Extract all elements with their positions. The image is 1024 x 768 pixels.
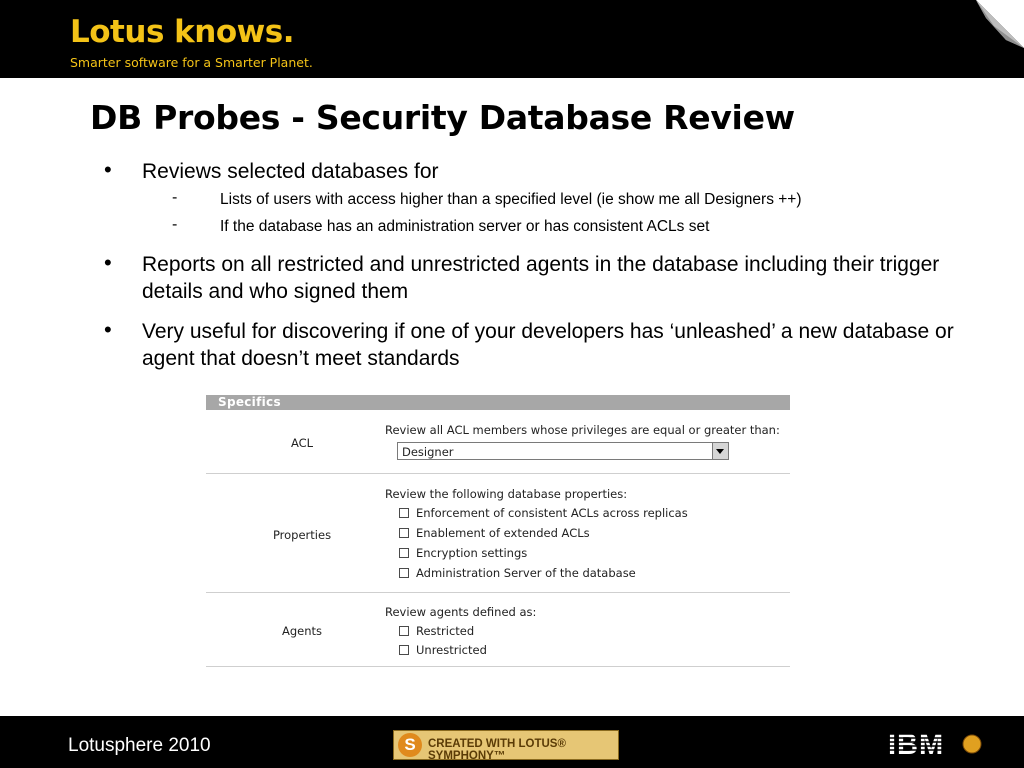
ibm-logo-text: IBM	[888, 729, 945, 759]
symphony-badge-text: CREATED WITH LOTUS® SYMPHONY™	[428, 738, 566, 762]
bullet-text: Reports on all restricted and unrestricted agents in the database including their trigger details and who signed them	[142, 253, 940, 303]
footer-bar	[0, 716, 1024, 768]
bullet-text: Reviews selected databases for	[142, 160, 439, 183]
checkbox-consistent-acls[interactable]	[399, 508, 409, 518]
checkbox-unrestricted[interactable]	[399, 645, 409, 655]
sub-bullet-marker: -	[172, 216, 178, 233]
ibm-logo-icon	[886, 727, 986, 759]
page-curl-icon	[976, 0, 1024, 48]
bullet-text: Very useful for discovering if one of your developers has ‘unleashed’ a new database or agent that doesn’t meet standards	[142, 320, 954, 370]
bullet-marker: •	[104, 250, 112, 275]
option-label: Enablement of extended ACLs	[416, 526, 590, 540]
properties-question: Review the following database properties:	[385, 487, 628, 501]
agents-question: Review agents defined as:	[385, 605, 537, 619]
symphony-logo-icon: S	[398, 733, 422, 757]
option-label: Encryption settings	[416, 546, 528, 560]
specifics-panel	[206, 395, 790, 667]
sub-bullet-text: If the database has an administration server or has consistent ACLs set	[220, 218, 710, 235]
acl-label: ACL	[290, 436, 314, 450]
acl-level-select[interactable]	[397, 442, 729, 460]
brand-tagline: Smarter software for a Smarter Planet.	[70, 55, 313, 70]
chevron-down-icon[interactable]	[712, 443, 728, 459]
brand-logo-text: Lotus knows.	[70, 14, 295, 50]
checkbox-restricted[interactable]	[399, 626, 409, 636]
checkbox-administration-server[interactable]	[399, 568, 409, 578]
row-divider	[206, 592, 790, 593]
checkbox-extended-acls[interactable]	[399, 528, 409, 538]
bullet-marker: •	[104, 157, 112, 182]
slide-title: DB Probes - Security Database Review	[90, 98, 795, 137]
sub-bullet-text: Lists of users with access higher than a specified level (ie show me all Designers ++)	[220, 191, 802, 208]
checkbox-encryption-settings[interactable]	[399, 548, 409, 558]
symphony-badge	[393, 730, 619, 760]
row-divider	[206, 666, 790, 667]
option-label: Restricted	[416, 624, 475, 638]
sub-bullet-marker: -	[172, 189, 178, 206]
specifics-heading: Specifics	[206, 395, 790, 410]
acl-question: Review all ACL members whose privileges are equal or greater than:	[385, 423, 780, 437]
option-label: Enforcement of consistent ACLs across replicas	[416, 506, 688, 520]
row-divider	[206, 473, 790, 474]
header-bar	[0, 0, 1024, 78]
properties-label: Properties	[272, 528, 332, 542]
agents-label: Agents	[281, 624, 323, 638]
option-label: Unrestricted	[416, 643, 487, 657]
option-label: Administration Server of the database	[416, 566, 636, 580]
event-name: Lotusphere 2010	[68, 735, 211, 756]
bullet-marker: •	[104, 317, 112, 342]
acl-level-value: Designer	[402, 445, 454, 459]
